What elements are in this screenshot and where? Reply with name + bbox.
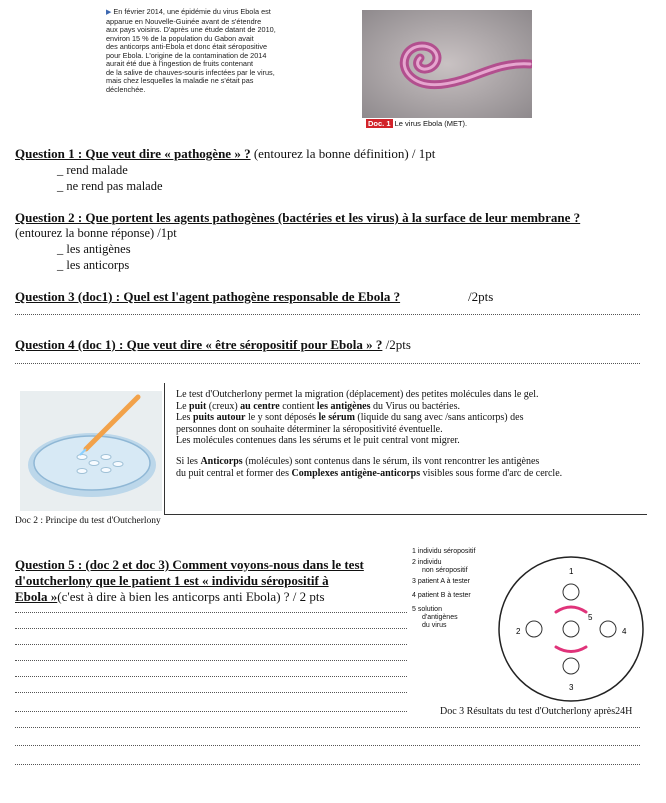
ebola-virus-image	[362, 10, 532, 118]
answer-line[interactable]	[15, 764, 640, 765]
intro-line: des anticorps anti-Ebola et donc était séropositive	[106, 42, 268, 51]
question-2-option[interactable]: _ les antigènes	[57, 242, 131, 256]
well-1	[563, 584, 579, 600]
doc1-caption	[366, 119, 467, 128]
legend-item: 4 patient B à tester	[412, 592, 471, 599]
answer-line[interactable]	[15, 676, 407, 677]
well-label-right: 4	[622, 627, 627, 636]
option-text: ne rend pas malade	[66, 179, 163, 193]
answer-line[interactable]	[15, 711, 407, 712]
doc2-line: Si les Anticorps (molécules) sont contenus dans le sérum, ils vont rencontrer les antigènes	[176, 455, 540, 467]
question-5-line: d'outcherlony que le patient 1 est « individu séropositif à	[15, 573, 329, 588]
well-4	[600, 621, 616, 637]
doc2-spacer	[176, 447, 646, 456]
answer-line[interactable]	[15, 727, 640, 728]
doc1-tag: Doc. 1	[368, 119, 391, 128]
question-5	[15, 557, 364, 605]
well-label-left: 2	[516, 627, 521, 636]
intro-line: aurait été due à l'ingestion de fruits contenant	[106, 59, 254, 68]
intro-line: mais chez lesquelles la maladie ne s'était pas	[106, 76, 254, 85]
doc2-caption: Doc 2 : Principe du test d'Outcherlony	[15, 516, 161, 526]
question-5-line: Ebola »(c'est à dire à bien les anticorps anti Ebola) ? / 2 pts	[15, 589, 325, 604]
doc2-text	[176, 389, 646, 479]
triangle-bullet-icon: ▶	[106, 9, 112, 16]
answer-line[interactable]	[15, 644, 407, 645]
well-label-bottom: 3	[569, 683, 574, 692]
doc3-caption: Doc 3 Résultats du test d'Outcherlony après24H	[440, 706, 633, 717]
question-3	[15, 289, 400, 305]
question-1-option[interactable]: _ ne rend pas malade	[57, 179, 163, 193]
legend-item: 2 individu non séropositif	[412, 559, 468, 574]
intro-line: apparue en Nouvelle-Guinée avant de s'étendre	[106, 16, 262, 26]
answer-line[interactable]	[15, 363, 640, 364]
doc2-line: Le puit (creux) au centre contient les antigènes du Virus ou bactéries.	[176, 400, 460, 412]
answer-line[interactable]	[15, 628, 407, 629]
option-text: les antigènes	[66, 242, 131, 256]
question-4-points: /2pts	[385, 337, 411, 352]
intro-line: environ 15 % de la population du Gabon avait	[106, 33, 254, 43]
question-1-title: Question 1 : Que veut dire « pathogène » ?	[15, 146, 251, 161]
legend-item: 3 patient A à tester	[412, 578, 470, 585]
intro-line: ▶ En février 2014, une épidémie du virus Ebola est	[106, 7, 271, 16]
answer-line[interactable]	[15, 314, 640, 315]
doc3-dish	[496, 552, 646, 706]
answer-line[interactable]	[15, 745, 640, 746]
petri-dish-image	[20, 391, 162, 511]
question-2-option[interactable]: _ les anticorps	[57, 258, 130, 272]
doc2-line: personnes dont on souhaite déterminer la séropositivité éventuelle.	[176, 423, 443, 435]
well-5	[563, 621, 579, 637]
legend-item: 5 solution d'antigènes du virus	[412, 606, 458, 629]
well-3	[563, 658, 579, 674]
doc1-caption-text: Le virus Ebola (MET).	[394, 119, 468, 128]
intro-line: pour Ebola. L'origine de la contamination de 2014	[106, 50, 267, 60]
question-4-title: Question 4 (doc 1) : Que veut dire « être séropositif pour Ebola » ?	[15, 337, 383, 352]
doc2-line: Le test d'Outcherlony permet la migration (déplacement) des petites molécules dans le gel.	[176, 389, 539, 400]
intro-line: de la salive de chauves-souris infectées par le virus,	[106, 67, 275, 77]
question-2-title: Question 2 : Que portent les agents pathogènes (bactéries et les virus) à la surface de leur membrane ?	[15, 210, 581, 225]
well-label-top: 1	[569, 567, 574, 576]
doc2-line: Les puits autour le y sont déposés le sérum (liquide du sang avec /sans anticorps) des	[176, 412, 524, 424]
legend-item: 1 individu séropositif	[412, 548, 476, 555]
option-text: rend malade	[66, 163, 128, 177]
intro-line: aux pays voisins. D'après une étude datant de 2010,	[106, 25, 276, 34]
doc3-legend	[412, 548, 492, 630]
question-3-title: Question 3 (doc1) : Quel est l'agent pathogène responsable de Ebola ?	[15, 289, 401, 304]
answer-line[interactable]	[15, 692, 407, 693]
question-1	[15, 146, 435, 162]
question-2-instruction: (entourez la bonne réponse) /1pt	[15, 226, 177, 240]
well-label-center: 5	[588, 613, 593, 622]
question-4	[15, 337, 411, 353]
doc2-line: Les molécules contenues dans les sérums et le puit central vont migrer.	[176, 435, 460, 447]
doc2-line: du puit central et former des Complexes antigène-anticorps visibles sous forme d'arc de cercle.	[176, 467, 563, 479]
answer-line[interactable]	[15, 660, 407, 661]
answer-line[interactable]	[15, 612, 407, 613]
option-text: les anticorps	[66, 258, 130, 272]
well-2	[526, 621, 542, 637]
question-1-instruction: (entourez la bonne définition) / 1pt	[253, 146, 436, 161]
intro-line: déclenchée.	[106, 84, 146, 94]
question-3-points: /2pts	[468, 289, 494, 304]
intro-text	[106, 8, 356, 94]
question-5-line: Question 5 : (doc 2 et doc 3) Comment voyons-nous dans le test	[15, 557, 364, 572]
question-1-option[interactable]: _ rend malade	[57, 163, 128, 177]
